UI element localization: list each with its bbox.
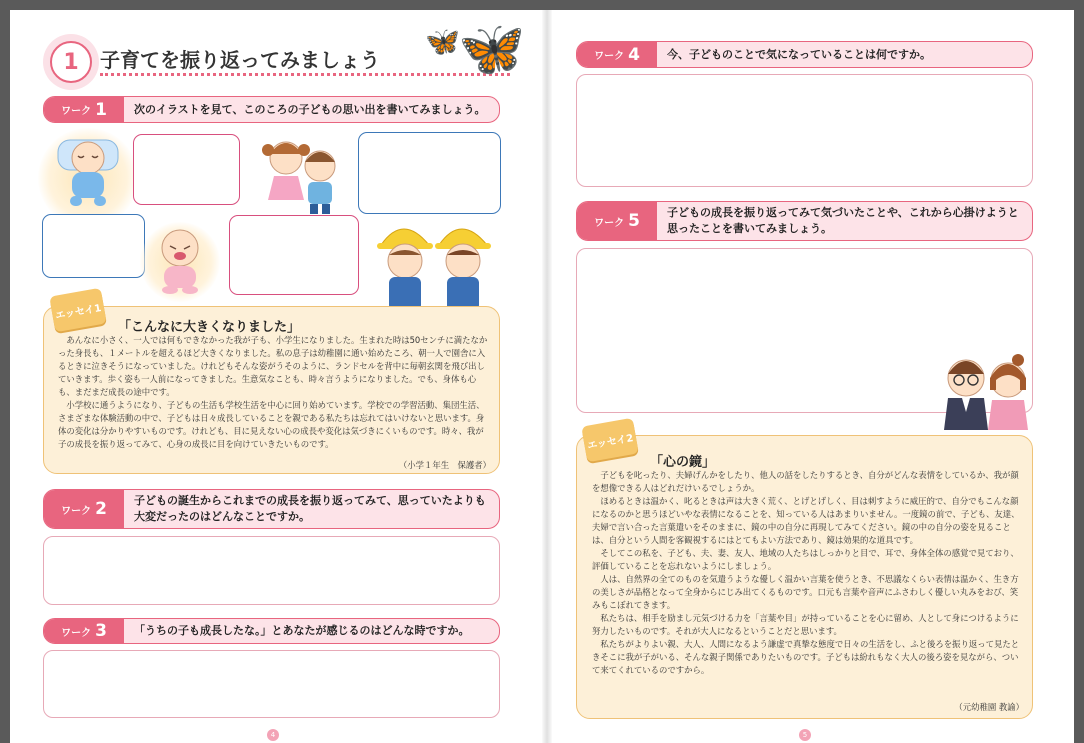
work-2-bar (43, 489, 500, 529)
work-4-tag (577, 42, 657, 67)
butterfly-icon: 🦋 (458, 17, 526, 80)
work-3-bar (43, 618, 500, 644)
essay-paragraph: 私たちは、相手を励まし元気づける力を「言葉や目」が持っていることを心に留め、人として身につけるように努力したいものです。それが大人になるということだと思います。 (592, 613, 1019, 637)
work-label: ワーク (61, 627, 92, 639)
work-label: ワーク (61, 505, 92, 517)
work-2-tag (44, 490, 124, 528)
butterfly-icon: 🦋 (425, 25, 460, 58)
work-4-bar (576, 41, 1033, 68)
work-label: ワーク (594, 51, 625, 62)
work-number: 1 (95, 99, 107, 120)
work-1-tag (44, 97, 124, 122)
work-3-prompt: 「うちの子も成長したな。」とあなたが感じるのはどんな時ですか。 (134, 624, 470, 638)
essay-1-credit: （小学１年生 保護者） (398, 460, 491, 470)
speech-bubble-answer[interactable] (229, 215, 359, 295)
work-3-answer-box[interactable] (43, 650, 500, 718)
essay-paragraph: 小学校に通うようになり、子どもの生活も学校生活を中心に回り始めています。学校での学習活動、集団生活、さまざまな体験活動の中で、子どもは日々成長していることを親である私たちは忘れてはいけないと思います。身体の変化は分かりやすいものです。けれども、目に見えない心の成長や変化は気づきにくいものです。時々、我が子の成長を振り返ってみて、心身の成長に目を向けていきたいものです。 (58, 400, 485, 450)
toddlers-illustration (258, 128, 348, 218)
chapter-number: 1 (50, 41, 92, 83)
work-2-answer-box[interactable] (43, 536, 500, 605)
essay-paragraph: 人は、自然界の全てのものを気遣うような優しく温かい言葉を使うとき、不思議なくらい表情は温かく、生き方の美しさが品格となって全身からにじみ出てくるものです。口元も言葉や音声にふさわしく優しい丸みをおび、笑みもこぼれてきます。 (592, 574, 1019, 611)
work-number: 3 (95, 621, 107, 641)
essay-2-title: 「心の鏡」 (650, 455, 716, 470)
work-number: 2 (95, 499, 107, 519)
parents-illustration (930, 348, 1040, 432)
essay-paragraph: 私たちがよりよい親、大人、人間になるよう謙虚で真摯な態度で日々の生活をし、ふと後ろを振り返って見たときそこに我が子がいる、そんな親子関係でありたいものです。子どもは紛れもなく大人の後ろ姿を見ながら、ついて来てくれているのですから。 (592, 639, 1020, 676)
work-label: ワーク (594, 217, 625, 229)
work-5-prompt: 子どもの成長を振り返ってみて気づいたことや、これから心掛けようと思ったことを書いてみましょう。 (667, 206, 1019, 235)
work-number: 5 (628, 211, 640, 231)
crying-baby-illustration (150, 226, 210, 294)
work-5-bar (576, 201, 1033, 241)
speech-bubble-answer[interactable] (358, 132, 501, 214)
title-underline (100, 73, 510, 76)
essay-paragraph: 子どもを叱ったり、夫婦げんかをしたり、他人の話をしたりするとき、自分がどんな表情をしているか、我が顔を想像できる人はどれだけいるでしょうか。 (592, 470, 1019, 494)
essay-paragraph: ほめるときは温かく、叱るときは声は大きく荒く、とげとげしく、目は刺すように威圧的で、自分でもこんな顔になるのかと思うほどいやな表情になることを、知っている人はあまりいません。一度鏡の前で、子ども、友達、夫婦で言い合った言葉遣いをそのままに、鏡の中の自分に再現してみてください。鏡の中の自分の姿を見ることは、自分という人間を客観視するにはとてもよい方法であり、鏡は効果的な道具です。 (592, 496, 1020, 546)
essay-2-body (592, 469, 1022, 677)
essay-1-tag: エッセイ1 (54, 302, 103, 322)
essay-paragraph: そしてこの私を、子ども、夫、妻、友人、地域の人たちはしっかりと目で、耳で、身体全体の感覚で見ており、評価していることを忘れないようにしましょう。 (592, 548, 1019, 572)
work-label: ワーク (61, 106, 92, 117)
booklet-spread (10, 10, 1074, 743)
page-number-right: 5 (799, 729, 811, 741)
essay-2-credit: （元幼稚園 教諭） (954, 702, 1024, 712)
essay-paragraph: あんなに小さく、一人では何もできなかった我が子も、小学生になりました。生まれた時は50センチに満たなかった身長も、１メートルを超えるほど大きくなりました。私の息子は幼稚園に通い始めたころ、朝一人で園舎に入るときに泣きそうになっていました。けれどもそんな姿がうそのように、ランドセルを背中に毎朝玄関を飛び出していきます。歩く姿も一人前になってきました。生意気なことも、時々言うようになりました。でも、身体も心も、まだまだ成長の途中です。 (58, 335, 488, 398)
essay-1-title: 「こんなに大きくなりました」 (118, 320, 301, 335)
work-number: 4 (628, 44, 640, 65)
work-1-prompt: 次のイラストを見て、このころの子どもの思い出を書いてみましょう。 (134, 102, 486, 116)
work-4-prompt: 今、子どものことで気になっていることは何ですか。 (667, 47, 931, 61)
chapter-title: 子育てを振り返ってみましょう (100, 48, 380, 72)
sleeping-baby-illustration (52, 134, 124, 210)
speech-bubble-answer[interactable] (133, 134, 240, 205)
work-2-prompt: 子どもの誕生からこれまでの成長を振り返ってみて、思っていたよりも大変だったのはどんなことですか。 (134, 494, 486, 523)
work-1-bar (43, 96, 500, 123)
speech-bubble-answer[interactable] (42, 214, 145, 278)
work-5-tag (577, 202, 657, 240)
page-fold (542, 10, 552, 743)
page-number-left: 4 (267, 729, 279, 741)
essay-2-tag: エッセイ2 (586, 432, 635, 452)
work-3-tag (44, 619, 124, 643)
essay-1-body (58, 334, 488, 451)
work-4-answer-box[interactable] (576, 74, 1033, 187)
